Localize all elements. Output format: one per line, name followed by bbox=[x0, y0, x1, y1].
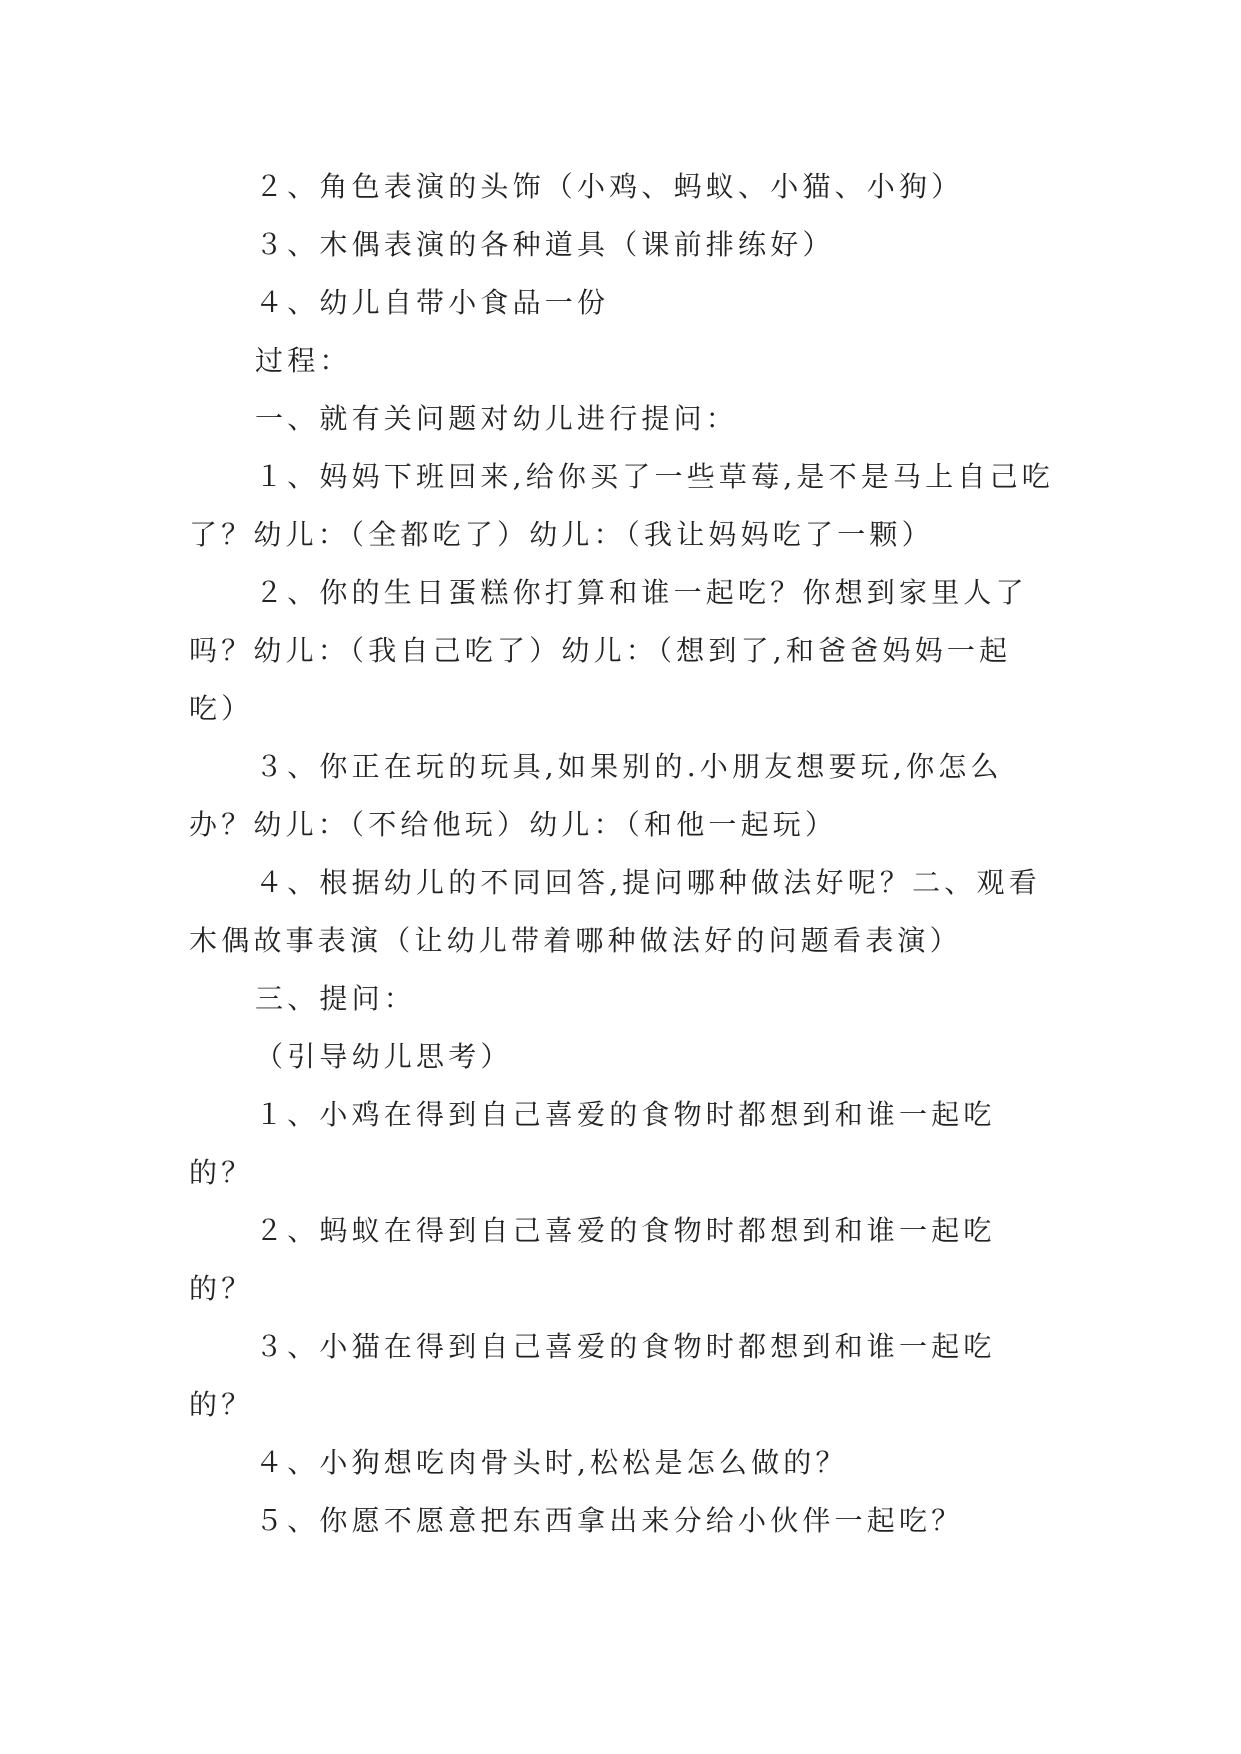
paragraph-materials-2: ２、角色表演的头饰（小鸡、蚂蚁、小猫、小狗） bbox=[255, 170, 964, 203]
paragraph-question-1: １、妈妈下班回来,给你买了一些草莓,是不是马上自己吃了？幼儿：（全都吃了）幼儿：（我让妈妈吃了一颗） bbox=[189, 460, 1055, 551]
section-heading-process: 过程： bbox=[255, 344, 352, 377]
document-body bbox=[189, 158, 1055, 1550]
paragraph-ask-2: ２、蚂蚁在得到自己喜爱的食物时都想到和谁一起吃的？ bbox=[189, 1214, 996, 1305]
paragraph-question-2: ２、你的生日蛋糕你打算和谁一起吃？你想到家里人了吗？幼儿：（我自己吃了）幼儿：（想到了,和爸爸妈妈一起吃） bbox=[189, 576, 1028, 725]
section-heading-ask: 三、提问： bbox=[255, 982, 417, 1015]
paragraph-guide: （引导幼儿思考） bbox=[255, 1040, 513, 1073]
paragraph-ask-3: ３、小猫在得到自己喜爱的食物时都想到和谁一起吃的？ bbox=[189, 1330, 996, 1421]
paragraph-ask-4: ４、小狗想吃肉骨头时,松松是怎么做的？ bbox=[255, 1446, 848, 1479]
paragraph-materials-3: ３、木偶表演的各种道具（课前排练好） bbox=[255, 228, 835, 261]
paragraph-ask-5: ５、你愿不愿意把东西拿出来分给小伙伴一起吃？ bbox=[255, 1504, 964, 1537]
paragraph-question-4: ４、根据幼儿的不同回答,提问哪种做法好呢？二、观看木偶故事表演（让幼儿带着哪种做法好的问题看表演） bbox=[189, 866, 1041, 957]
paragraph-ask-1: １、小鸡在得到自己喜爱的食物时都想到和谁一起吃的？ bbox=[189, 1098, 996, 1189]
paragraph-materials-4: ４、幼儿自带小食品一份 bbox=[255, 286, 610, 319]
paragraph-question-3: ３、你正在玩的玩具,如果别的.小朋友想要玩,你怎么办？幼儿：（不给他玩）幼儿：（和他一起玩） bbox=[189, 750, 1003, 841]
section-heading-questions: 一、就有关问题对幼儿进行提问： bbox=[255, 402, 739, 435]
